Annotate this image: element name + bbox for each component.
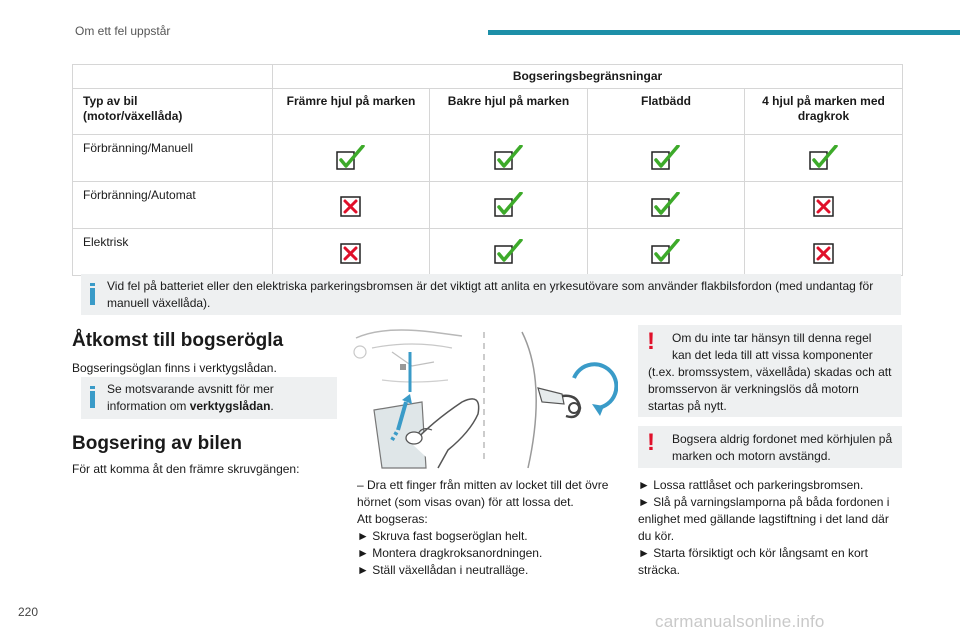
instruction-line: du kör. — [638, 529, 675, 543]
instruction-line: enlighet med gällande lagstiftning i det land där — [638, 512, 889, 526]
table-corner — [73, 65, 273, 89]
check-icon — [494, 145, 524, 174]
info-icon — [90, 283, 95, 305]
warning-icon: ! — [647, 429, 655, 456]
instruction-line: sträcka. — [638, 563, 681, 577]
row-header-line1: Typ av bil — [83, 94, 138, 108]
warning-box-1 — [638, 325, 902, 417]
check-icon — [494, 192, 524, 221]
tow-cover-illustration — [352, 322, 618, 472]
check-icon — [494, 239, 524, 268]
instruction-line: ► Slå på varningslamporna på båda fordonen i — [638, 495, 890, 509]
row-header — [73, 89, 273, 135]
info-icon — [90, 386, 95, 408]
cross-icon — [813, 196, 835, 221]
instruction-line: ► Ställ växellådan i neutralläge. — [357, 563, 529, 577]
right-instructions — [638, 477, 908, 579]
check-icon — [651, 239, 681, 268]
towing-limits-table — [72, 64, 903, 276]
check-icon — [651, 145, 681, 174]
section-title: Om ett fel uppstår — [75, 24, 171, 38]
middle-instructions — [357, 477, 622, 579]
warning-icon: ! — [647, 328, 655, 355]
warning-text-1: Om du inte tar hänsyn till denna regel kan det leda till att vissa komponenter (t.ex. bromssystem, växellåda) skadas och att bromsservon är verkningslös då motorn startas på nytt. — [648, 331, 892, 413]
instruction-line: ► Lossa rattlåset och parkeringsbromsen. — [638, 478, 864, 492]
watermark: carmanualsonline.info — [655, 612, 825, 631]
battery-info-note — [81, 274, 901, 315]
table-row — [73, 229, 903, 276]
page-number: 220 — [18, 605, 39, 619]
warning-text-2: Bogsera aldrig fordonet med körhjulen på marken och motorn avstängd. — [672, 432, 893, 463]
instruction-line: ► Starta försiktigt och kör långsamt en kort — [638, 546, 868, 560]
check-icon — [651, 192, 681, 221]
column-header-front: Främre hjul på marken — [273, 89, 430, 135]
cross-icon — [340, 196, 362, 221]
towing-heading: Bogsering av bilen — [72, 433, 242, 454]
toolbox-note-text: Se motsvarande avsnitt för mer information om verktygslådan. — [107, 382, 274, 413]
warning-box-2 — [638, 426, 902, 468]
row-label: Förbränning/Automat — [83, 188, 196, 202]
towing-text: För att komma åt den främre skruvgängen: — [72, 462, 300, 476]
access-heading: Åtkomst till bogserögla — [72, 330, 284, 351]
header-accent-bar — [488, 30, 960, 35]
row-label: Förbränning/Manuell — [83, 141, 194, 155]
column-header-rear: Bakre hjul på marken — [430, 89, 588, 135]
instruction-line: Att bogseras: — [357, 512, 428, 526]
instruction-line: ► Skruva fast bogseröglan helt. — [357, 529, 528, 543]
table-row — [73, 135, 903, 182]
cross-icon — [813, 243, 835, 268]
row-label: Elektrisk — [83, 235, 129, 249]
cross-icon — [340, 243, 362, 268]
row-header-line2: (motor/växellåda) — [83, 109, 183, 123]
column-header-four-wheels: 4 hjul på marken med dragkrok — [745, 89, 903, 135]
instruction-line: – Dra ett finger från mitten av locket till det övre — [357, 478, 609, 492]
access-text: Bogseringsöglan finns i verktygslådan. — [72, 361, 277, 375]
instruction-line: ► Montera dragkroksanordningen. — [357, 546, 543, 560]
battery-note-text: Vid fel på batteriet eller den elektriska parkeringsbromsen är det viktigt att anlita en yrkesutövare som använder flakbilsfordon (med undantag för manuell växellåda). — [107, 279, 874, 310]
toolbox-link-text: verktygslådan — [189, 399, 271, 413]
table-title: Bogseringsbegränsningar — [273, 65, 903, 89]
instruction-line: hörnet (som visas ovan) för att lossa det. — [357, 495, 574, 509]
check-icon — [336, 145, 366, 174]
table-row — [73, 182, 903, 229]
check-icon — [809, 145, 839, 174]
toolbox-info-note — [81, 377, 337, 419]
column-header-flatbed: Flatbädd — [588, 89, 745, 135]
